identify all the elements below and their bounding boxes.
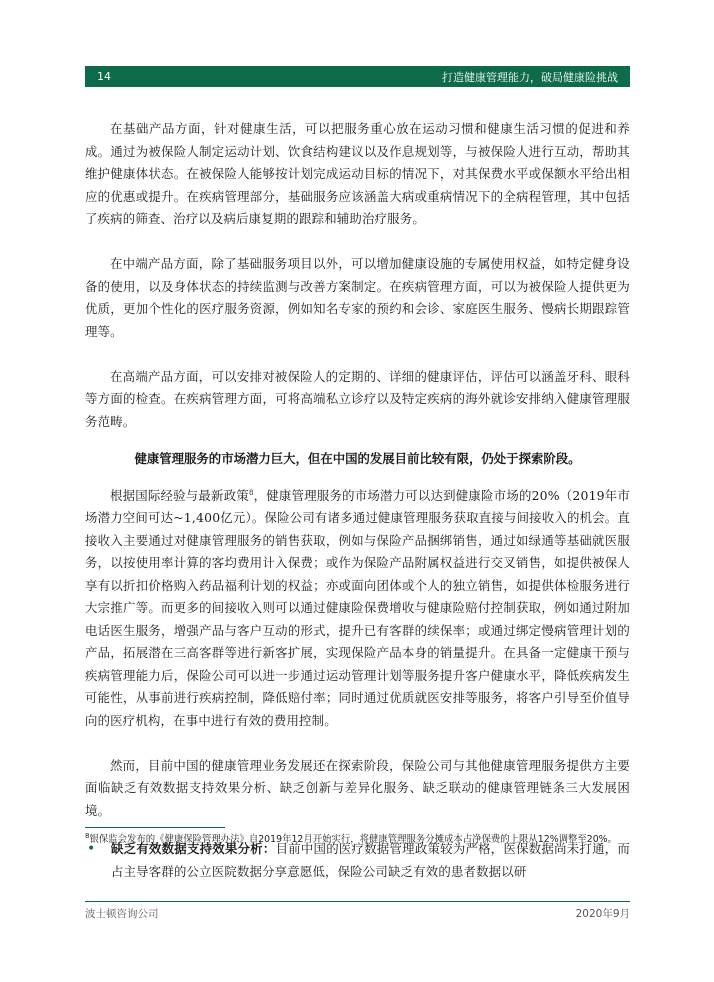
section-heading: 健康管理服务的市场潜力巨大，但在中国的发展目前比较有限，仍处于探索阶段。 xyxy=(134,451,581,466)
paragraph-market-potential xyxy=(85,485,630,733)
header-bar xyxy=(85,66,630,87)
footer-date: 2020年9月 xyxy=(575,908,630,920)
main-content xyxy=(85,118,630,883)
bullet-dot-icon: • xyxy=(87,841,96,857)
page-number: 14 xyxy=(97,70,111,83)
paragraph-basic-products: 在基础产品方面，针对健康生活，可以把服务重心放在运动习惯和健康生活习惯的促进和养成。通过为被保险人制定运动计划、饮食结构建议以及作息规划等，与被保险人进行互动，帮助其维护健康体状态。在被保险人能够按计划完成运动目标的情况下，对其保费水平或保额水平给出相应的优惠或提升。在疾病管理部分，基础服务应该涵盖大病或重病情况下的全病程管理，其中包括了疾病的筛查、治疗以及病后康复期的跟踪和辅助治疗服务。 xyxy=(85,121,630,226)
running-title: 打造健康管理能力，破局健康险挑战 xyxy=(442,70,618,84)
footnote-marker: 8 xyxy=(85,831,90,840)
footnote-text: 银保监会发布的《健康保险管理办法》自2019年12月开始实行，将健康管理服务分摊成本占净保费的上限从12%调整至20%。 xyxy=(89,834,617,845)
paragraph-mid-products: 在中端产品方面，除了基础服务项目以外，可以增加健康设施的专属使用权益，如特定健身设备的使用，以及身体状态的持续监测与改善方案制定。在疾病管理方面，可以为被保险人提供更为优质，更加个性化的医疗服务资源，例如知名专家的预约和会诊、家庭医生服务、慢病长期跟踪管理等。 xyxy=(85,256,630,339)
paragraph-high-products: 在高端产品方面，可以安排对被保险人的定期的、详细的健康评估，评估可以涵盖牙科、眼科等方面的检查。在疾病管理方面，可将高端私立诊疗以及特定疾病的海外就诊安排纳入健康管理服务范畴。 xyxy=(85,368,630,429)
footer xyxy=(85,906,630,921)
paragraph-market-potential-start: 根据国际经验与最新政策 xyxy=(110,487,249,503)
footer-company: 波士顿咨询公司 xyxy=(85,908,159,920)
bullet-bold-lead: 缺乏有效数据支持效果分析： xyxy=(111,841,276,856)
paragraph-market-potential-rest: ，健康管理服务的市场潜力可以达到健康险市场的20%（2019年市场潜力空间可达~1,400亿元）。保险公司有诸多通过健康管理服务获取直接与间接收入的机会。直接收入主要通过对健康管理服务的销售获取，例如与保险产品捆绑销售，通过如绿通等基础就医服务，以按使用率计算的客均费用计入保费；或作为保险产品附属权益进行交叉销售，如提供被保人享有以折扣价格购入药品福利计划的权益；亦或面向团体或个人的独立销售，如提供体检服务进行大宗推广等。而更多的间接收入则可以通过健康险保费增收与健康险赔付控制获取，例如通过附加电话医生服务，增强产品与客户互动的形式，提升已有客群的续保率；或通过绑定慢病管理计划的产品，拓展潜在三高客群等进行新客扩展，实现保险产品本身的销量提升。在具备一定健康干预与疾病管理能力后，保险公司可以进一步通过运动管理计划等服务提升客户健康水平，降低疾病发生可能性，从事前进行疾病控制，降低赔付率；同时通过优质就医安排等服务，将客户引导至价值导向的医疗机构，在事中进行有效的费用控制。 xyxy=(85,487,630,728)
paragraph-current-state: 然而，目前中国的健康管理业务发展还在探索阶段，保险公司与其他健康管理服务提供方主要面临缺乏有效数据支持效果分析、缺乏创新与差异化服务、缺乏联动的健康管理链条三大发展困境。 xyxy=(85,757,630,818)
bullet-body: 目前中国的医疗数据管理政策较为严格，医保数据尚未打通，而占主导客群的公立医院数据分享意愿低，保险公司缺乏有效的患者数据以研 xyxy=(111,841,630,879)
footnote-reference[interactable]: 8 xyxy=(248,488,254,497)
footer-divider xyxy=(85,901,630,902)
footnote-divider xyxy=(85,827,225,828)
footnote xyxy=(85,832,630,847)
